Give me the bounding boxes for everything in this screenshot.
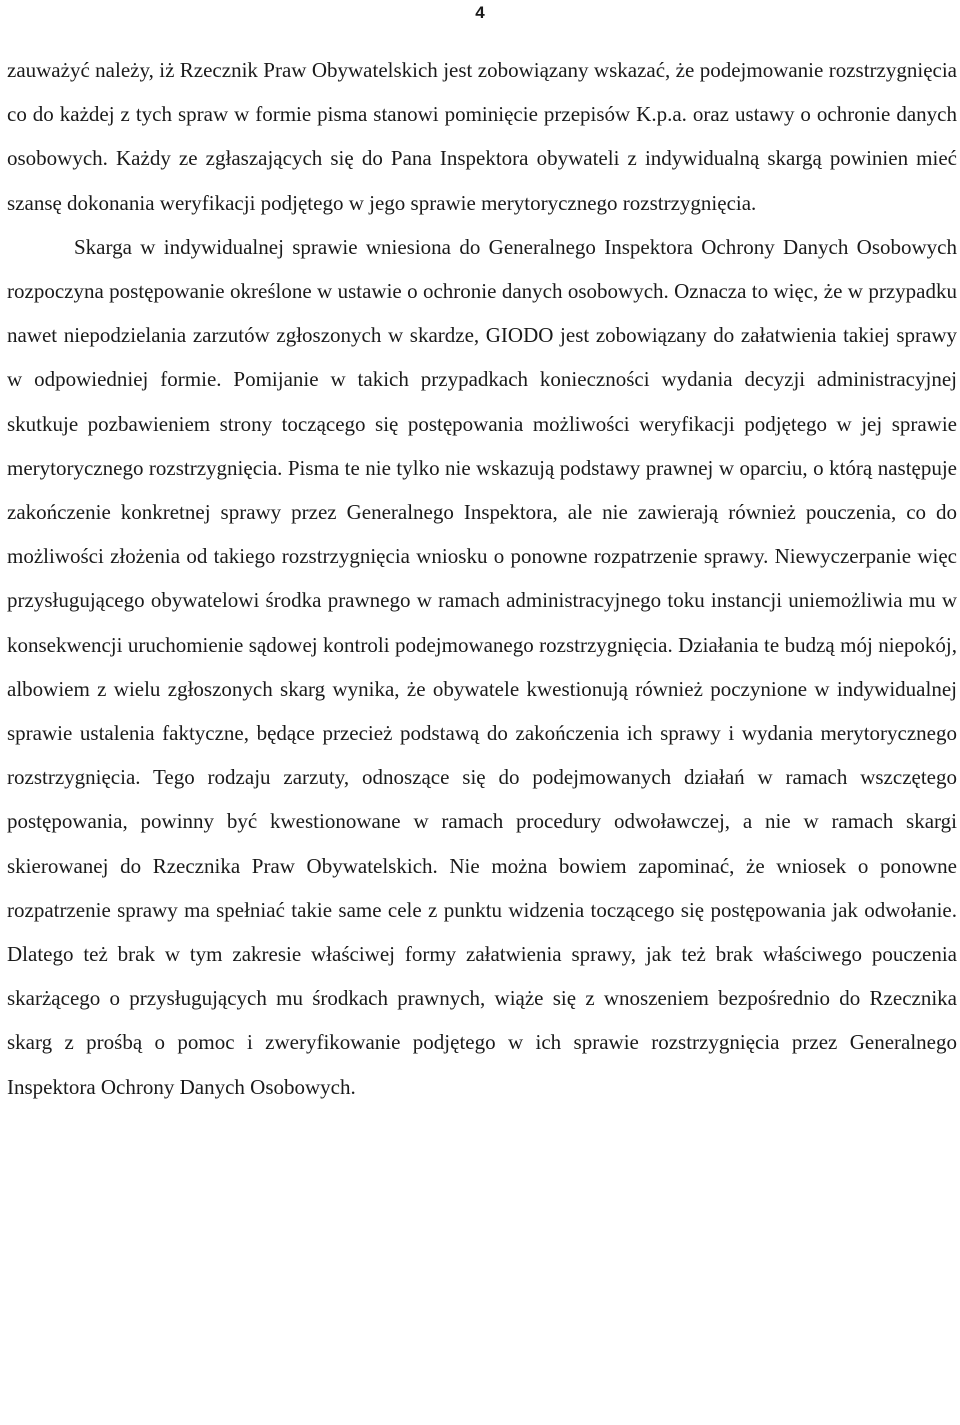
paragraph-complaint: Skarga w indywidualnej sprawie wniesiona do Generalnego Inspektora Ochrony Danych Osobowych rozpoczyna postępowanie określone w ustawie o ochronie danych osobowych. Oznacza to więc, że w przypadku nawet niepodzielania zarzutów zgłoszonych w skardze, GIODO jest zobowiązany do załatwienia takiej sprawy w odpowiedniej formie. Pomijanie w takich przypadkach konieczności wydania decyzji administracyjnej skutkuje pozbawieniem strony toczącego się postępowania możliwości weryfikacji podjętego w jej sprawie merytorycznego rozstrzygnięcia. Pisma te nie tylko nie wskazują podstawy prawnej w oparciu, o którą następuje zakończenie konkretnej sprawy przez Generalnego Inspektora, ale nie zawierają również pouczenia, co do możliwości złożenia od takiego rozstrzygnięcia wniosku o ponowne rozpatrzenie sprawy. Niewyczerpanie więc przysługującego obywatelowi środka prawnego w ramach administracyjnego toku instancji uniemożliwia mu w konsekwencji uruchomienie sądowej kontroli podejmowanego rozstrzygnięcia. Działania te budzą mój niepokój, albowiem z wielu zgłoszonych skarg wynika, że obywatele kwestionują również poczynione w indywidualnej sprawie ustalenia faktyczne, będące przecież podstawą do zakończenia ich sprawy i wydania merytorycznego rozstrzygnięcia. Tego rodzaju zarzuty, odnoszące się do podejmowanych działań w ramach wszczętego postępowania, powinny być kwestionowane w ramach procedury odwoławczej, a nie w ramach skargi skierowanej do Rzecznika Praw Obywatelskich. Nie można bowiem zapominać, że wniosek o ponowne rozpatrzenie sprawy ma spełniać takie same cele z punktu widzenia toczącego się postępowania jak odwołanie. Dlatego też brak w tym zakresie właściwej formy załatwienia sprawy, jak też brak właściwego pouczenia skarżącego o przysługujących mu środkach prawnych, wiąże się z wnoszeniem bezpośrednio do Rzecznika skarg z prośbą o pomoc i zweryfikowanie podjętego w ich sprawie rozstrzygnięcia przez Generalnego Inspektora Ochrony Danych Osobowych. (7, 234, 957, 1099)
page-number: 4 (475, 3, 485, 22)
paragraph-continuation: zauważyć należy, iż Rzecznik Praw Obywatelskich jest zobowiązany wskazać, że podejmowanie rozstrzygnięcia co do każdej z tych spraw w formie pisma stanowi pominięcie przepisów K.p.a. oraz ustawy o ochronie danych osobowych. Każdy ze zgłaszających się do Pana Inspektora obywateli z indywidualną skargą powinien mieć szansę dokonania weryfikacji podjętego w jego sprawie merytorycznego rozstrzygnięcia. (7, 58, 957, 215)
document-body (7, 48, 957, 1109)
